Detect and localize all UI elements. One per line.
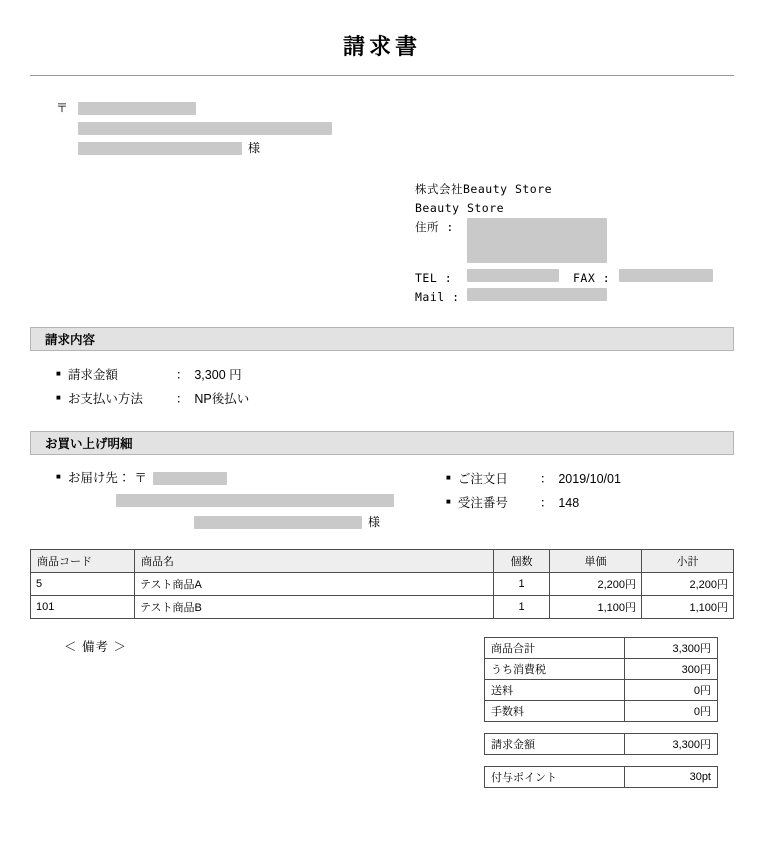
items-table-body [31, 573, 734, 619]
sender-company: 株式会社Beauty Store [415, 182, 553, 196]
totals-row [485, 767, 718, 788]
square-bullet-icon: ■ [56, 393, 61, 402]
redacted-sender-mail [467, 288, 607, 301]
cell-subtotal: 1,100円 [642, 596, 734, 619]
total-value-items: 3,300円 [625, 638, 718, 659]
square-bullet-icon: ■ [446, 473, 451, 482]
redacted-sender-address [467, 218, 607, 263]
totals-table-points [484, 766, 718, 788]
items-table-header [31, 550, 734, 573]
sender-company-row [415, 180, 734, 199]
sender-mail-row [415, 288, 734, 307]
shipping-address-block [56, 467, 446, 533]
redacted-address [78, 122, 332, 135]
total-value-billing: 3,300円 [625, 734, 718, 755]
cell-subtotal: 2,200円 [642, 573, 734, 596]
cell-unit: 2,200円 [550, 573, 642, 596]
total-value-fee: 0円 [625, 701, 718, 722]
square-bullet-icon: ■ [446, 497, 451, 506]
column-header-qty: 個数 [494, 550, 550, 573]
totals-table-primary [484, 637, 718, 722]
billing-amount-label: 請求金額 [67, 368, 118, 382]
total-value-shipping: 0円 [625, 680, 718, 701]
addressee-honorific: 様 [248, 141, 261, 155]
order-number-row [446, 491, 621, 515]
order-number-value: 148 [558, 496, 580, 510]
total-label-tax: うち消費税 [485, 659, 625, 680]
redacted-sender-fax [619, 269, 713, 282]
totals-spacer [484, 722, 724, 733]
sender-shop-row [415, 199, 734, 218]
payment-method-label: お支払い方法 [67, 392, 143, 406]
redacted-name [78, 142, 242, 155]
redacted-shipping-address [116, 494, 394, 507]
table-row [31, 596, 734, 619]
payment-method-row [56, 387, 734, 411]
shipping-honorific: 様 [368, 515, 381, 529]
cell-name: テスト商品A [135, 573, 494, 596]
total-label-items: 商品合計 [485, 638, 625, 659]
total-label-points: 付与ポイント [485, 767, 625, 788]
order-date-row [446, 467, 621, 491]
totals-row [485, 638, 718, 659]
table-header-row [31, 550, 734, 573]
redacted-postal-code [78, 102, 196, 115]
payment-method-value: NP後払い [194, 392, 250, 406]
billing-amount-row [56, 363, 734, 387]
sender-tel-row [415, 269, 734, 288]
totals-spacer [484, 755, 724, 766]
order-date-label: ご注文日 [457, 472, 508, 486]
cell-qty: 1 [494, 573, 550, 596]
redacted-shipping-name [194, 516, 362, 529]
sender-tel-label: TEL : [415, 271, 453, 285]
sender-mail-label: Mail : [415, 290, 460, 304]
section-header-billing: 請求内容 [30, 327, 734, 351]
footer-area [30, 637, 734, 788]
total-label-shipping: 送料 [485, 680, 625, 701]
billing-amount-value: 3,300 円 [194, 368, 242, 382]
square-bullet-icon: ■ [56, 472, 61, 481]
totals-row [485, 659, 718, 680]
table-row [31, 573, 734, 596]
column-header-name: 商品名 [135, 550, 494, 573]
totals-row [485, 680, 718, 701]
order-number-separator: ： [539, 496, 553, 510]
sender-shop: Beauty Store [415, 201, 505, 215]
section-header-purchase: お買い上げ明細 [30, 431, 734, 455]
column-header-subtotal: 小計 [642, 550, 734, 573]
addressee-postal-line [56, 98, 734, 118]
shipping-address-line [56, 489, 446, 511]
page-title: 請求書 [342, 34, 421, 59]
column-header-unit: 単価 [550, 550, 642, 573]
sender-fax-label: FAX : [573, 271, 611, 285]
purchase-detail-columns [30, 467, 734, 533]
order-date-separator: ： [539, 472, 553, 486]
title-divider [30, 75, 734, 76]
cell-unit: 1,100円 [550, 596, 642, 619]
cell-qty: 1 [494, 596, 550, 619]
totals-block [484, 637, 724, 788]
sender-address-label: 住所 : [415, 220, 454, 234]
redacted-shipping-postal [153, 472, 227, 485]
remarks-label: ＜ 備考 ＞ [64, 640, 127, 654]
shipping-address-label: お届け先： [67, 471, 131, 485]
total-value-tax: 300円 [625, 659, 718, 680]
totals-row [485, 701, 718, 722]
column-header-code: 商品コード [31, 550, 135, 573]
order-date-value: 2019/10/01 [558, 472, 621, 486]
payment-method-separator: ： [175, 392, 189, 406]
sender-block [415, 180, 734, 307]
totals-row [485, 734, 718, 755]
sender-address-row [415, 218, 734, 263]
cell-code: 5 [31, 573, 135, 596]
total-label-fee: 手数料 [485, 701, 625, 722]
items-table [30, 549, 734, 619]
cell-name: テスト商品B [135, 596, 494, 619]
order-number-label: 受注番号 [457, 496, 508, 510]
postal-mark-icon: 〒 [56, 101, 69, 115]
addressee-address-line [56, 118, 734, 138]
shipping-postal-line [56, 467, 446, 489]
order-info-block [446, 467, 621, 533]
redacted-sender-tel [467, 269, 559, 282]
square-bullet-icon: ■ [56, 369, 61, 378]
addressee-name-line [56, 138, 734, 158]
shipping-name-line [56, 511, 446, 533]
billing-amount-separator: ： [175, 368, 189, 382]
total-value-points: 30pt [625, 767, 718, 788]
total-label-billing: 請求金額 [485, 734, 625, 755]
billing-details [56, 363, 734, 411]
shipping-postal-mark-icon: 〒 [134, 471, 147, 485]
addressee-block [56, 98, 734, 158]
totals-table-billing [484, 733, 718, 755]
cell-code: 101 [31, 596, 135, 619]
